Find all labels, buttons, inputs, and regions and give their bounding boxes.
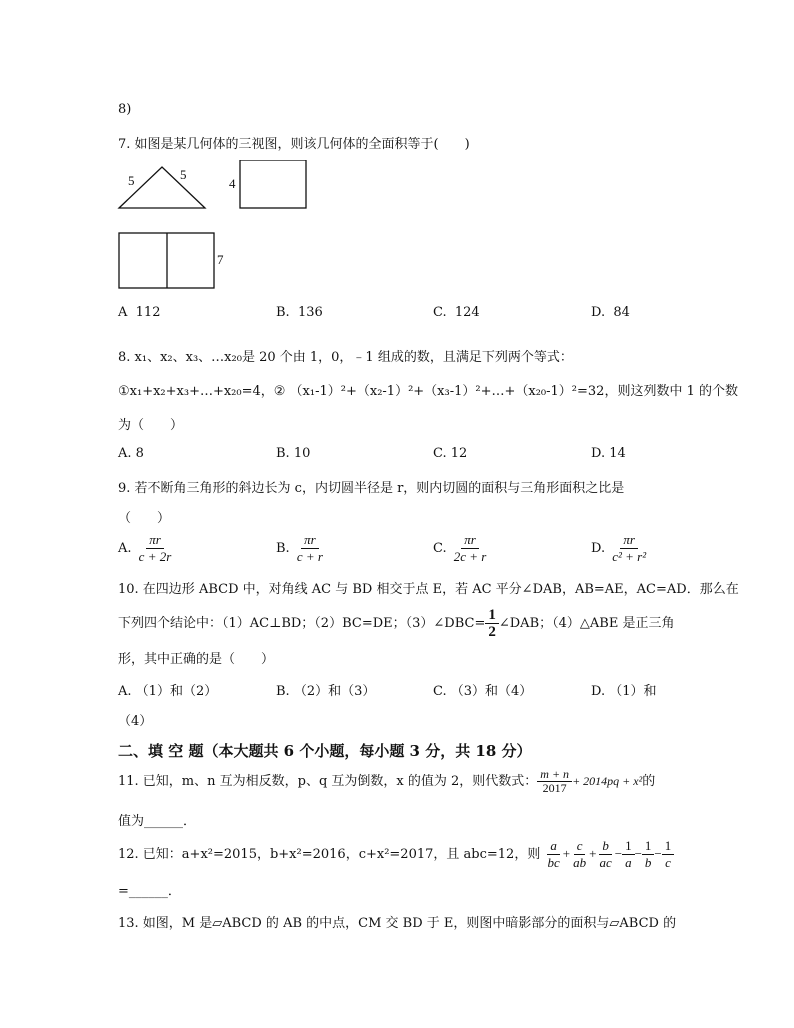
q12-stem-line2: =______． bbox=[118, 884, 181, 899]
q8-stem-line3: 为（ ） bbox=[118, 418, 184, 433]
page-fragment: 8) bbox=[118, 102, 132, 117]
q9-stem-line1: 9. 若不断角三角形的斜边长为 c，内切圆半径是 r，则内切圆的面积与三角形面积之比是 bbox=[118, 481, 625, 496]
q10-stem-line1: 10. 在四边形 ABCD 中，对角线 AC 与 BD 相交于点 E，若 AC 平分∠DAB，AB=AE，AC=AD．那么在 bbox=[118, 582, 739, 597]
q9-option-b[interactable]: B. $\frac{\pi r}{c + r}$ bbox=[276, 532, 323, 564]
q8-option-d[interactable]: D. 14 bbox=[591, 446, 626, 461]
q7-option-a[interactable]: A 112 bbox=[118, 305, 161, 320]
q9-option-a[interactable]: A. $\frac{\pi r}{c + 2r}$ bbox=[118, 532, 172, 564]
q7-option-b[interactable]: B. 136 bbox=[276, 305, 323, 320]
rect-height-label: 4 bbox=[229, 176, 236, 191]
q7-stem: 7. 如图是某几何体的三视图，则该几何体的全面积等于( ) bbox=[118, 137, 470, 152]
q12-stem-line1: 12. 已知：a+x²=2015，b+x²=2016，c+x²=2017，且 abc=12，则 $\frac{a}{bc}$ + $\frac{c}{ab}$ + $\frac{b}{ac}$ − $\frac{1}{a}$ − $\frac{1}{b}$ − $\frac{1}{c}$ bbox=[118, 838, 674, 871]
q10-option-a[interactable]: A. （1）和（2） bbox=[118, 684, 218, 699]
q8-stem-line1: 8. x₁、x₂、x₃、…x₂₀是 20 个由 1，0，﹣1 组成的数，且满足下列两个等式： bbox=[118, 350, 573, 365]
tri-right-label: 5 bbox=[180, 167, 187, 182]
q7-option-c[interactable]: C. 124 bbox=[433, 305, 480, 320]
q10-stem-line2: 下列四个结论中：（1）AC⊥BD；（2）BC=DE；（3）∠DBC= $\frac{1}{2}$ ∠DAB；（4）△ABE 是正三角 bbox=[118, 607, 675, 640]
q11-stem-line2: 值为______． bbox=[118, 814, 197, 829]
q10-option-c[interactable]: C. （3）和（4） bbox=[433, 684, 533, 699]
q9-option-d[interactable]: D. $\frac{\pi r}{\text{c² + r²}}$ bbox=[591, 532, 647, 564]
q10-stem-line3: 形，其中正确的是（ ） bbox=[118, 652, 275, 667]
q10-option-b[interactable]: B. （2）和（3） bbox=[276, 684, 376, 699]
top-view-rectangle bbox=[240, 160, 306, 208]
q7-option-d[interactable]: D. 84 bbox=[591, 305, 630, 320]
section-heading: 二、填 空 题（本大题共 6 个小题，每小题 3 分，共 18 分） bbox=[118, 742, 532, 760]
q7-three-view-figure bbox=[112, 160, 322, 295]
q11-stem-line1: 11. 已知，m、n 互为相反数，p、q 互为倒数，x 的值为 2，则代数式： $\frac{m + n}{2017}$ + 2014pq + x²的 bbox=[118, 767, 656, 795]
q8-stem-line2: ①x₁+x₂+x₃+…+x₂₀=4，② （x₁-1）²+（x₂-1）²+（x₃-1）²+…+（x₂₀-1）²=32，则这列数中 1 的个数 bbox=[118, 384, 738, 399]
front-height-label: 7 bbox=[217, 252, 224, 267]
q9-stem-line2: （ ） bbox=[118, 511, 171, 526]
q9-option-c[interactable]: C. $\frac{\pi r}{2c + r}$ bbox=[433, 532, 487, 564]
q10-option-d-continued: （4） bbox=[118, 714, 153, 729]
q8-option-c[interactable]: C. 12 bbox=[433, 446, 468, 461]
q8-option-b[interactable]: B. 10 bbox=[276, 446, 311, 461]
q13-stem-line1: 13. 如图，M 是▱ABCD 的 AB 的中点，CM 交 BD 于 E，则图中暗影部分的面积与▱ABCD 的 bbox=[118, 916, 677, 931]
q10-option-d[interactable]: D. （1）和 bbox=[591, 684, 657, 699]
tri-left-label: 5 bbox=[128, 173, 135, 188]
q8-option-a[interactable]: A. 8 bbox=[118, 446, 144, 461]
